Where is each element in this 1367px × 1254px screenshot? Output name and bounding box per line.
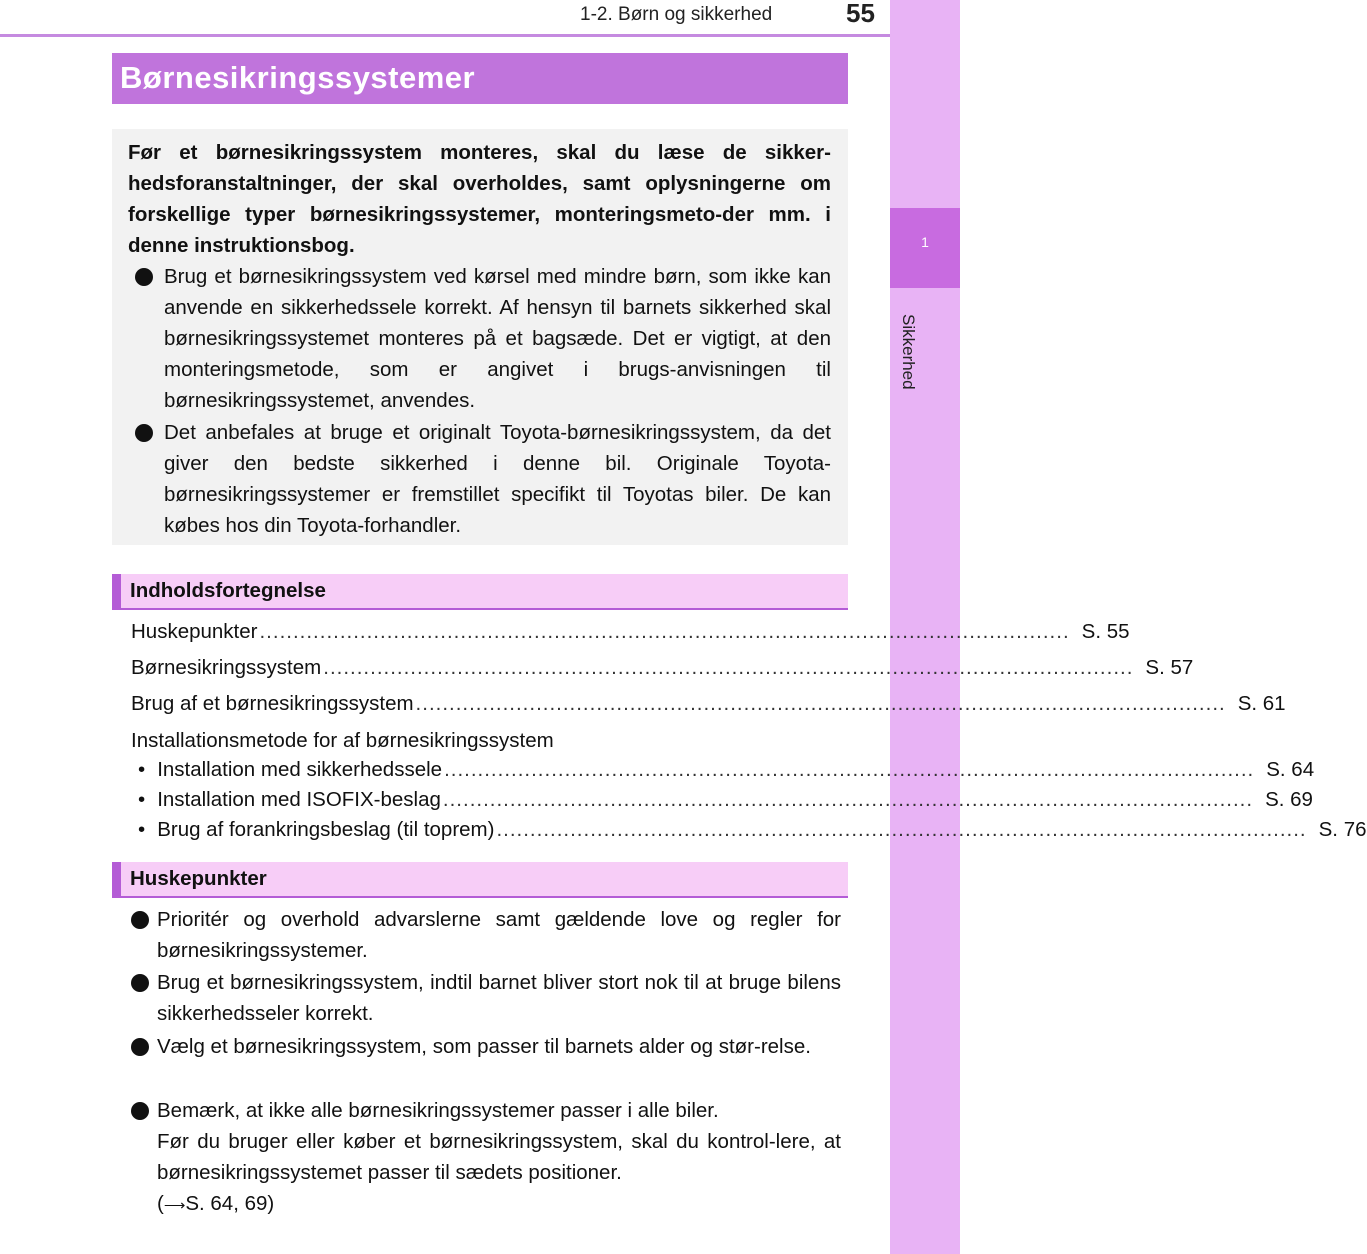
intro-bullet-text: Brug et børnesikringssystem ved kørsel med mindre børn, som ikke kan anvende en sikkerhedssele korrekt. Af hensyn til barnets sikkerhed skal børnesikringssystemet monteres på et bagsæde. Det er vigtigt, at den monteringsmetode, som er angivet i brugs-anvisningen til børnesikringssystemet, anvendes.: [164, 265, 831, 412]
huskepunkt-item: [131, 904, 841, 966]
toc-group-title: Installationsmetode for af børnesikringssystem: [131, 729, 554, 752]
toc-sub-entry[interactable]: [138, 818, 1367, 842]
toc-entry-title: Huskepunkter: [131, 620, 258, 643]
toc-entry-page: S. 61: [1237, 692, 1286, 715]
huskepunkter-heading: Huskepunkter: [130, 867, 267, 890]
huskepunkt-text: Bemærk, at ikke alle børnesikringssystemer passer i alle biler.: [157, 1099, 719, 1122]
toc-leader: .........................................................................................................................: [496, 818, 1307, 841]
arrow-right-icon: ⟶: [163, 1197, 186, 1214]
intro-bullet-text: Det anbefales at bruge et originalt Toyota-børnesikringssystem, da det giver den bedste sikkerhed i denne bil. Originale Toyota-børnesikringssystemer er fremstillet specifikt til Toyotas biler. De kan købes hos din Toyota-forhandler.: [164, 421, 831, 537]
toc-sub-entry[interactable]: [138, 758, 1315, 782]
toc-leader: .........................................................................................................................: [442, 788, 1254, 811]
toc-heading-bar: [112, 574, 848, 610]
toc-entry[interactable]: [131, 620, 1130, 644]
toc-entry-title: Brug af et børnesikringssystem: [131, 692, 414, 715]
section-marker: [112, 574, 121, 608]
page-reference-text: S. 64, 69: [185, 1192, 268, 1215]
bullet-icon: [135, 268, 153, 286]
page-number: 55: [846, 0, 875, 28]
intro-text: Før et børnesikringssystem monteres, skal du læse de sikker-hedsforanstaltninger, der skal overholdes, samt oplysningerne om forskellige typer børnesikringssystemer, monteringsmeto-der mm. i denne instruktionsbog.: [128, 141, 831, 257]
huskepunkt-item: [131, 1095, 841, 1221]
toc-entry-title: Børnesikringssystem: [131, 656, 322, 679]
section-marker: [112, 862, 121, 896]
toc-leader: .........................................................................................................................: [323, 656, 1134, 679]
header-rule: [0, 34, 890, 37]
side-tab-number: 1: [921, 234, 929, 250]
toc-entry-page: S. 57: [1145, 656, 1194, 679]
toc-sub-entry-title: • Installation med ISOFIX-beslag: [138, 788, 441, 812]
intro-bullet: [135, 261, 831, 416]
huskepunkt-text: Vælg et børnesikringssystem, som passer til barnets alder og stør-relse.: [157, 1035, 811, 1058]
huskepunkt-body: [157, 1095, 841, 1221]
title-bar: [112, 53, 848, 104]
huskepunkt-text: Prioritér og overhold advarslerne samt gældende love og regler for børnesikringssystemer.: [157, 908, 841, 962]
toc-entry[interactable]: [131, 656, 1194, 680]
toc-leader: .........................................................................................................................: [415, 692, 1226, 715]
huskepunkt-item: [131, 967, 841, 1029]
huskepunkter-heading-bar: [112, 862, 848, 898]
page-title: Børnesikringssystemer: [120, 60, 476, 95]
bullet-icon: [131, 974, 149, 992]
page-reference[interactable]: (⟶S. 64, 69): [157, 1192, 275, 1215]
bullet-icon: [131, 911, 149, 929]
toc-sub-entry-page: S. 76: [1318, 818, 1367, 841]
toc-sub-entry-page: S. 69: [1265, 788, 1313, 811]
toc-sub-entry[interactable]: [138, 788, 1313, 812]
bullet-icon: [131, 1038, 149, 1056]
toc-leader: .........................................................................................................................: [259, 620, 1070, 643]
toc-entry[interactable]: [131, 692, 1286, 716]
huskepunkt-text: Brug et børnesikringssystem, indtil barnet bliver stort nok til at bruge bilens sikkerhedsseler korrekt.: [157, 971, 841, 1025]
toc-sub-entry-title: • Brug af forankringsbeslag (til toprem): [138, 818, 494, 842]
side-tab-label: Sikkerhed: [899, 314, 918, 390]
bullet-icon: [135, 424, 153, 442]
toc-leader: .........................................................................................................................: [444, 758, 1255, 781]
toc-entry-page: S. 55: [1081, 620, 1130, 643]
toc-heading: Indholdsfortegnelse: [130, 579, 326, 602]
bullet-icon: [131, 1102, 149, 1120]
intro-bullet: [135, 417, 831, 541]
toc-sub-entry-page: S. 64: [1266, 758, 1315, 781]
intro-box: [112, 129, 848, 545]
huskepunkt-extra-text: Før du bruger eller køber et børnesikringssystem, skal du kontrol-lere, at børnesikringssystemet passer til sædets positioner.: [157, 1130, 841, 1184]
toc-sub-entry-title: • Installation med sikkerhedssele: [138, 758, 442, 782]
huskepunkt-item: [131, 1031, 841, 1062]
running-header-section: 1-2. Børn og sikkerhed: [580, 4, 773, 25]
